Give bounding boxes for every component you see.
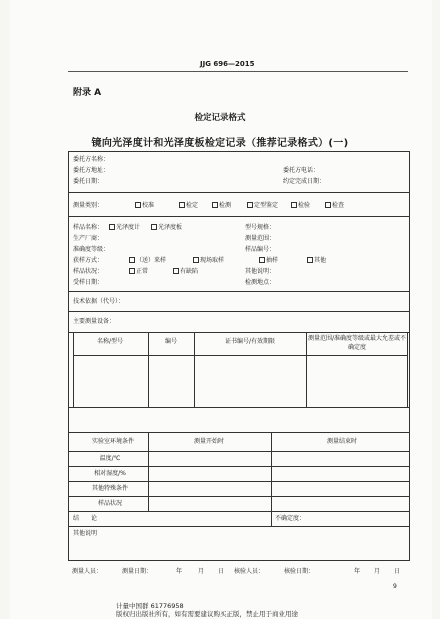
checkbox[interactable] xyxy=(291,202,297,208)
divider xyxy=(69,496,409,497)
divider xyxy=(69,407,409,408)
divider xyxy=(69,511,409,512)
check-date-label: 核验日期： xyxy=(284,568,315,575)
month-label: 月 xyxy=(198,568,205,575)
divider xyxy=(148,332,149,407)
col-name-model: 名称/型号 xyxy=(96,338,124,345)
record-form xyxy=(68,151,410,561)
divider xyxy=(271,432,272,511)
watermark-line: 计量中国群 61776958 xyxy=(116,602,184,610)
header-rule xyxy=(68,71,408,72)
env-end-label: 测量结束时 xyxy=(326,438,357,445)
env-row-label: 样品状况 xyxy=(97,500,122,507)
divider xyxy=(69,311,409,312)
client-name-label: 委托方名称： xyxy=(73,156,110,163)
obtain-method-label: 获样方式： xyxy=(73,257,104,264)
section-title: 检定记录格式 xyxy=(194,113,246,123)
sample-number-label: 样品编号： xyxy=(245,246,276,253)
client-date-label: 委托日期： xyxy=(73,178,104,185)
other-notes-label: 其他说明 xyxy=(73,530,98,537)
measure-type-option[interactable]: 校准 xyxy=(135,202,154,210)
divider xyxy=(69,466,409,467)
env-row-label: 其他特殊条件 xyxy=(91,485,128,492)
divider xyxy=(73,355,407,356)
col-range-accuracy: 测量范围/准确度等级或最大允差或不确定度 xyxy=(307,335,407,351)
divider xyxy=(306,332,307,407)
measure-type-option[interactable]: 定型鉴定 xyxy=(247,202,278,210)
uncertainty-label: 不确定度： xyxy=(275,515,306,522)
sample-name-option[interactable]: 光泽度计 xyxy=(109,224,140,232)
obtain-option[interactable]: （送）来样 xyxy=(129,257,166,265)
col-certificate: 证书编号/有效期限 xyxy=(224,338,276,345)
other-note-label: 其他说明： xyxy=(245,268,276,275)
standard-code: JJG 696—2015 xyxy=(200,60,255,68)
divider xyxy=(73,332,74,407)
client-address-label: 委托方地址： xyxy=(73,167,110,174)
divider xyxy=(69,481,409,482)
sample-status-label: 样品状况： xyxy=(73,268,104,275)
client-phone-label: 委托方电话： xyxy=(283,167,320,174)
due-date-label: 约定完成日期： xyxy=(283,178,326,185)
checkbox[interactable] xyxy=(325,202,331,208)
model-label: 型号规格： xyxy=(245,224,276,231)
checkbox[interactable] xyxy=(179,202,185,208)
env-row-label: 相对湿度/% xyxy=(94,470,126,477)
env-row-label: 温度/℃ xyxy=(99,455,121,462)
day-label: 日 xyxy=(394,568,401,575)
checkbox[interactable] xyxy=(173,268,179,274)
checkbox[interactable] xyxy=(129,268,135,274)
status-option[interactable]: 正常 xyxy=(129,268,148,276)
year-label: 年 xyxy=(176,568,183,575)
col-number: 编号 xyxy=(164,338,177,345)
checkbox[interactable] xyxy=(247,202,253,208)
measure-type-option[interactable]: 检查 xyxy=(325,202,344,210)
tech-basis-label: 技术依据（代号）： xyxy=(73,298,125,305)
measure-date-label: 测量日期： xyxy=(122,568,153,575)
watermark-line: 版权归出版社所有，如有需要建议购买正版，禁止用于商业用途 xyxy=(116,610,298,618)
page-number: 9 xyxy=(393,583,397,590)
obtain-option[interactable]: 其他 xyxy=(307,257,326,265)
env-conditions-label: 实验室环境条件 xyxy=(91,438,134,445)
env-start-label: 测量开始时 xyxy=(193,438,224,445)
measurer-label: 测量人员： xyxy=(72,568,103,575)
sample-name-option[interactable]: 光泽度板 xyxy=(151,224,182,232)
sample-name-label: 样品名称： xyxy=(73,224,104,231)
measure-type-label: 测量类别： xyxy=(73,202,104,209)
divider xyxy=(69,432,409,433)
divider xyxy=(407,332,408,407)
measure-type-option[interactable]: 检验 xyxy=(291,202,310,210)
checkbox[interactable] xyxy=(259,257,265,263)
checkbox[interactable] xyxy=(109,224,115,230)
divider xyxy=(69,291,409,292)
checkbox[interactable] xyxy=(307,257,313,263)
obtain-option[interactable]: 抽样 xyxy=(259,257,278,265)
maker-label: 生产厂商： xyxy=(73,235,104,242)
checkbox[interactable] xyxy=(151,224,157,230)
divider xyxy=(194,332,195,407)
divider xyxy=(69,526,409,527)
form-title: 镜向光泽度计和光泽度板检定记录（推荐记录格式）(一) xyxy=(91,138,349,149)
checkbox[interactable] xyxy=(193,257,199,263)
measure-type-option[interactable]: 检测 xyxy=(212,202,231,210)
divider xyxy=(271,511,272,526)
equipment-label: 主要测量设备： xyxy=(73,318,116,325)
obtain-option[interactable]: 现场取样 xyxy=(193,257,224,265)
divider xyxy=(69,192,409,193)
month-label: 月 xyxy=(374,568,381,575)
divider xyxy=(148,432,149,511)
range-label: 测量范围： xyxy=(245,235,276,242)
year-label: 年 xyxy=(354,568,361,575)
day-label: 日 xyxy=(218,568,225,575)
status-option[interactable]: 有缺陷 xyxy=(173,268,198,276)
divider xyxy=(69,216,409,217)
accuracy-label: 准确度等级： xyxy=(73,246,110,253)
checker-label: 核验人员： xyxy=(234,568,265,575)
test-site-label: 检测地点： xyxy=(245,279,276,286)
conclusion-label: 结 论 xyxy=(73,515,98,522)
receive-date-label: 受样日期： xyxy=(73,279,104,286)
checkbox[interactable] xyxy=(135,202,141,208)
divider xyxy=(69,451,409,452)
measure-type-option[interactable]: 检定 xyxy=(179,202,198,210)
checkbox[interactable] xyxy=(129,257,135,263)
checkbox[interactable] xyxy=(212,202,218,208)
appendix-label: 附录 A xyxy=(73,88,102,98)
